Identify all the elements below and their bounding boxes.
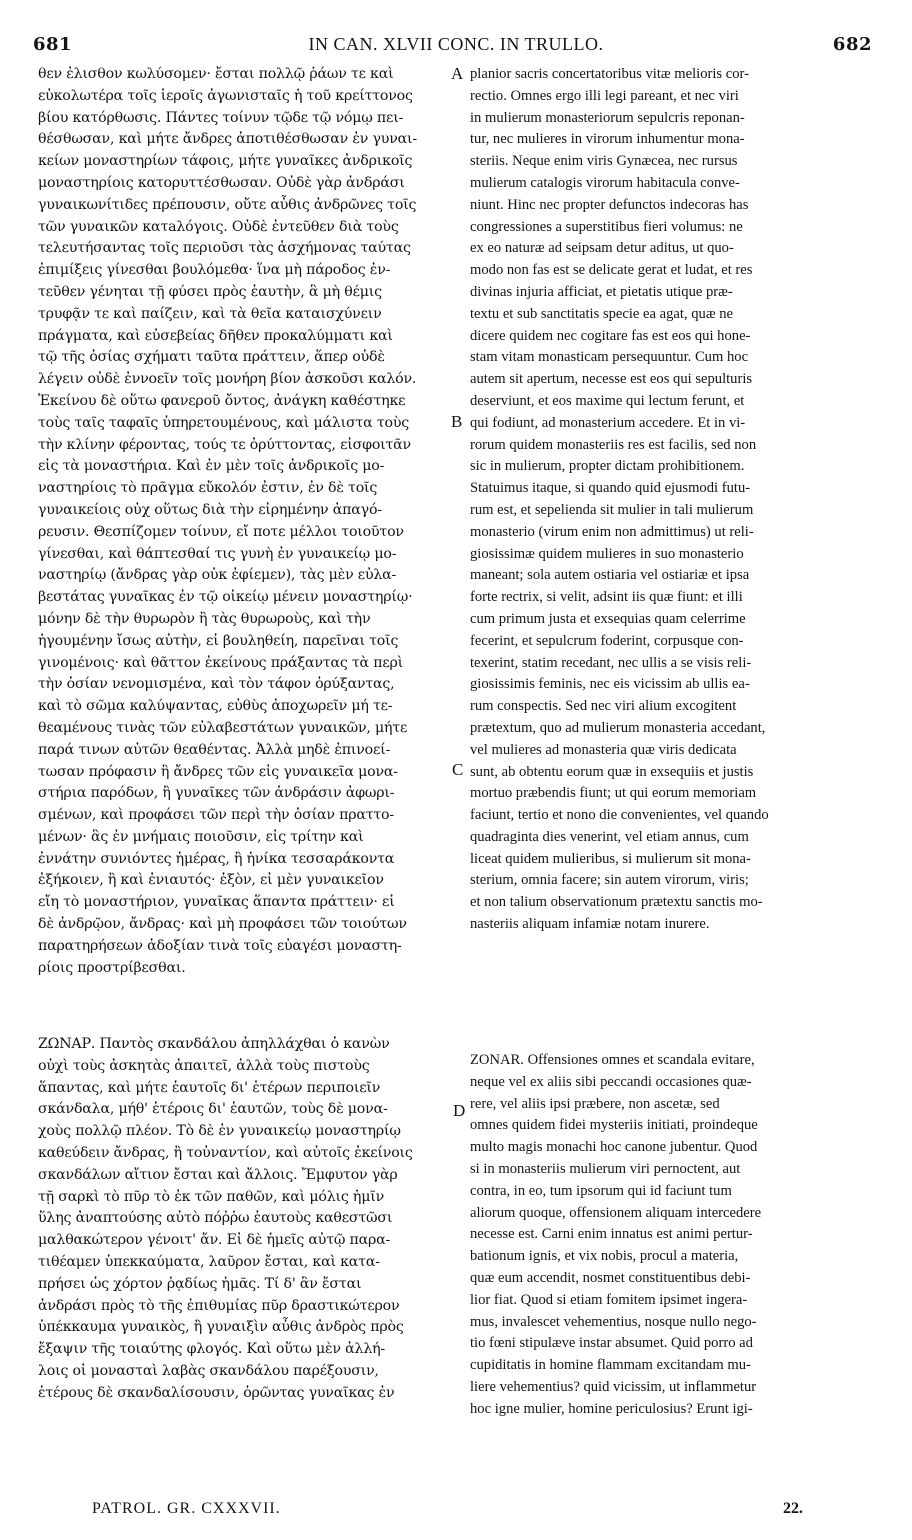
- greek-text-line: εὐκολωτέρα τοῖς ἱεροῖς ἀγωνισταῖς ἡ τοῦ κρείττονος: [38, 87, 413, 104]
- greek-text-line: ναστηρίῳ (ἄνδρας γὰρ οὐκ ἐφίεμεν), τὰς μὲν εὐλα-: [38, 567, 397, 584]
- latin-text-line: dicere quidem nec cogitare fas est eos qui hone-: [470, 327, 751, 344]
- running-header: [0, 34, 912, 60]
- greek-zonaras-line: ΖΩΝΑΡ. Παντὸς σκανδάλου ἀπηλλάχθαι ὁ κανὼν: [38, 1036, 390, 1052]
- latin-text-line: deserviunt, et eos maxime qui lectum ferunt, et: [470, 392, 745, 409]
- greek-text-line: τελευτήσαντας τοῖς περιοῦσι τὰς ἀσχήμονας ταύτας: [38, 240, 411, 257]
- greek-text-line: ἐξήκοιεν, ἢ καὶ ἐνιαυτός· ἐξὸν, εἰ μὲν γυναικεῖον: [38, 872, 384, 889]
- latin-text-line: in mulierum monasteriorum sepulcris reponan-: [470, 109, 745, 126]
- latin-zonaras-line: quæ eum accendit, nosmet constituentibus debi-: [470, 1269, 751, 1286]
- greek-zonaras-line: ὕλης ἀναπτούσης αὐτὸ πόῤῥω ἑαυτοὺς καθεστῶσι: [38, 1210, 393, 1227]
- greek-text-line: θεν ἐλισθον κωλύσομεν· ἔσται πολλῷ ῥάων τε καὶ: [38, 66, 394, 82]
- greek-text-line: κείων μοναστηρίων τάφοις, μήτε γυναῖκες ἀνδρικοῖς: [38, 153, 413, 170]
- greek-text-line: ναστηρίοις τὸ πρᾶγμα εὔκολόν ἐστιν, ἐν δὲ τοῖς: [38, 480, 378, 497]
- latin-text-line: mortuo præbendis fiunt; ut qui eorum memoriam: [470, 785, 757, 802]
- latin-text-line: quadraginta dies venerint, vel etiam annus, cum: [470, 828, 749, 845]
- greek-text-line: πράγματα, καὶ εὐσεβείας δῆθεν προκαλύμματι καὶ: [38, 327, 393, 344]
- latin-text-line: maneant; sola autem ostiaria vel ostiariæ et ipsa: [470, 567, 750, 584]
- greek-text-line: στήρια παρόδων, ἢ γυναῖκες τῶν ἀνδράσιν ἀφωρι-: [38, 785, 395, 802]
- latin-text-line: giosissimæ quidem mulieres in suo monasterio: [470, 545, 744, 562]
- greek-text-line: γυναικωνίτιδες πρέπουσιν, οὔτε αὖθις ἀνδρῶνες τοῖς: [38, 196, 417, 213]
- latin-zonaras-line: omnes quidem fidei mysteriis initiati, proindeque: [470, 1117, 758, 1134]
- latin-zonaras-line: lior fiat. Quod si etiam fomitem ipsimet ingera-: [470, 1291, 748, 1308]
- latin-text-line: divinas injuria afficiat, et pietatis utique præ-: [470, 283, 733, 300]
- latin-text-line: nasteriis aliquam infamiæ notam inurere.: [470, 916, 710, 933]
- latin-zonaras-line: cupiditatis in homine flammam excitandam mu-: [470, 1357, 751, 1374]
- greek-text-line: παρά τινων αὐτῶν θεαθέντας. Ἀλλὰ μηδὲ ἐπινοεί-: [38, 741, 391, 758]
- footer-volume-signature: PATROL. GR. CXXXVII.: [92, 1500, 281, 1517]
- latin-zonaras-line: rere, vel aliis ipsi præbere, non ascetæ, sed: [470, 1095, 720, 1112]
- latin-text-line: rorum quidem monasteriis res est facilis, sed non: [470, 436, 757, 453]
- latin-text-line: vel mulieres ad monasteria quæ viris dedicata: [470, 741, 737, 758]
- greek-zonaras-line: ὑπέκκαυμα γυναικὸς, ἢ γυναιξὶν αὖθις ἀνδρὸς πρὸς: [38, 1319, 404, 1336]
- greek-zonaras-line: σκάνδαλα, μήθ' ἑτέροις δι' ἑαυτῶν, τοὺς δὲ μονα-: [38, 1101, 388, 1118]
- latin-text-line: fecerint, et sepulcrum foderint, corpusque con-: [470, 632, 744, 649]
- greek-text-line: βίου κατόρθωσις. Πάντες τοίνυν τῷδε τῷ νόμῳ πει-: [38, 109, 404, 126]
- greek-text-line: Ἐκείνου δὲ οὕτω φανεροῦ ὄντος, ἀνάγκη καθέστηκε: [38, 392, 406, 409]
- latin-text-line: giosissimis feminis, nec eis vicissim ab ullis ea-: [470, 676, 750, 693]
- latin-text-line: qui fodiunt, ad monasterium accedere. Et in vi-: [470, 414, 746, 431]
- latin-text-line: cum primum justa et exsequias quam celerrime: [470, 610, 746, 627]
- greek-zonaras-commentary: [38, 1034, 458, 1405]
- latin-text-line: mulierum catalogis virorum habitacula conve-: [470, 174, 740, 191]
- latin-text-line: Statuimus itaque, si quando quid ejusmodi futu-: [470, 480, 751, 497]
- greek-zonaras-line: καθεύδειν ἄνδρας, ἢ τοὐναντίον, καὶ αὐτοῖς ἐκείνοις: [38, 1144, 413, 1161]
- greek-zonaras-line: ἔξαψιν τῆς τοιαύτης φλογός. Καὶ οὕτω μὲν ἀλλή-: [38, 1341, 386, 1358]
- greek-text-line: γινομένοις· καὶ θᾶττον ἐκείνους πράξαντας τὰ περὶ: [38, 654, 403, 671]
- greek-text-line: βεστάτας γυναῖκας ἐν τῷ οἰκείῳ μένειν μοναστηρίῳ·: [38, 589, 413, 606]
- latin-text-line: liceat quidem mulieribus, si mulierum sit mona-: [470, 850, 751, 867]
- greek-text-line: μένων· ἃς ἐν μνήμαις ποιοῦσιν, εἰς τρίτην καὶ: [38, 828, 364, 845]
- greek-text-line: σμένων, καὶ προφάσει τῶν περὶ τὴν ὁσίαν πραττο-: [38, 807, 394, 824]
- latin-zonaras-line: necesse est. Carni enim innatus est animi pertur-: [470, 1226, 753, 1243]
- latin-zonaras-line: ZONAR. Offensiones omnes et scandala evitare,: [470, 1052, 755, 1068]
- greek-text-line: τὴν ὁσίαν νενομισμένα, καὶ τὸν τάφον ὀρύξαντας,: [38, 676, 395, 693]
- greek-text-line: παρατηρήσεων ἀδοξίαν τινὰ τοῖς εὐαγέσι μοναστη-: [38, 937, 402, 954]
- latin-text-line: forte rectrix, si velit, adsint iis quæ fiunt: et illi: [470, 589, 743, 606]
- greek-text-line: τῷ τῆς ὁσίας σχήματι ταῦτα πράττειν, ἅπερ οὐδὲ: [38, 349, 385, 366]
- greek-text-line: τῶν γυναικῶν κατaλόγοις. Οὐδὲ ἐντεῦθεν διὰ τοὺς: [38, 218, 399, 235]
- greek-text-line: μόνην δὲ τὴν θυρωρὸν ἢ τὰς θυρωροὺς, καὶ τὴν: [38, 610, 371, 627]
- latin-text-line: steriis. Neque enim viris Gynæcea, nec rursus: [470, 153, 738, 170]
- greek-zonaras-line: οὐχὶ τοὺς ἀσκητὰς ἀπαιτεῖ, ἀλλὰ τοὺς πιστοὺς: [38, 1057, 370, 1074]
- greek-zonaras-line: πρήσει ὡς χόρτον ῥᾳδίως ἡμᾶς. Τί δ' ἂν ἔσται: [38, 1275, 362, 1292]
- latin-text-line: faciunt, tertio et nono die convenientes, vel quando: [470, 807, 769, 824]
- section-marker-b: B: [451, 412, 463, 431]
- latin-zonaras-line: tio fœni stipulæve instar absumet. Quid porro ad: [470, 1335, 753, 1352]
- greek-text-line: τοὺς ταῖς ταφαῖς ὑπηρετουμένους, καὶ μάλιστα τοὺς: [38, 414, 410, 431]
- latin-text-line: autem sit apertum, necesse est eos qui sepulturis: [470, 371, 753, 388]
- latin-text-line: tur, nec mulieres in virorum inhumentur mona-: [470, 131, 745, 148]
- latin-zonaras-line: mus, invalescet vehementius, nosque nullo nego-: [470, 1313, 757, 1330]
- greek-text-line: γυναικείοις οὐχ οὕτως διὰ τὴν εἰρημένην ἀπαγό-: [38, 501, 382, 518]
- latin-text-line: rum conspectis. Sed nec viri alium excogitent: [470, 698, 737, 715]
- greek-zonaras-line: μαλθακώτερον γένοιτ' ἄν. Εἰ δὲ ἡμεῖς αὐτῷ παρα-: [38, 1232, 391, 1249]
- page-number-right: 682: [832, 34, 872, 55]
- latin-zonaras-line: liere vehementius? quid vicissim, ut inflammetur: [470, 1378, 757, 1395]
- latin-text-line: modo non fas est se delicate gerat et ludat, et res: [470, 262, 753, 279]
- latin-text-line: sunt, ab obtentu eorum quæ in exsequiis et justis: [470, 763, 754, 780]
- greek-text-line: εἴη τὸ μοναστήριον, γυναῖκας ἅπαντα πράττειν· εἰ: [38, 894, 395, 911]
- latin-zonaras-line: bationum ignis, et vix nobis, procul a materia,: [470, 1248, 739, 1265]
- latin-zonaras-line: multo magis monachi hoc canone jubentur. Quod: [470, 1139, 758, 1156]
- latin-text-line: monasterio (virum enim non admittimus) ut reli-: [470, 523, 754, 540]
- greek-zonaras-line: τῇ σαρκὶ τὸ πῦρ τὸ ἐκ τῶν παθῶν, καὶ μόλις ἡμῖν: [38, 1188, 385, 1205]
- latin-zonaras-line: aliorum quoque, offensionem aliquam intercedere: [470, 1204, 762, 1221]
- greek-text-line: τεῦθεν γένηται τῇ φύσει πρὸς ἑαυτὴν, ἃ μὴ θέμις: [38, 283, 382, 300]
- greek-zonaras-line: χοὺς πολλῷ πλέον. Τὸ δὲ ἐν γυναικείῳ μοναστηρίῳ: [38, 1123, 401, 1140]
- greek-text-line: ἐννάτην συνιόντες ἡμέρας, ἢ ἡνίκα τεσσαράκοντα: [38, 850, 395, 867]
- greek-zonaras-line: ἅπαντας, καὶ μήτε ἑαυτοῖς δι' ἑτέρων περιποιεῖν: [38, 1079, 381, 1096]
- section-marker-c: C: [452, 760, 464, 779]
- latin-text-line: planior sacris concertatoribus vitæ melioris cor-: [470, 66, 749, 82]
- latin-zonaras-line: neque vel ex aliis sibi peccandi occasiones quæ-: [470, 1073, 752, 1090]
- greek-text-line: μοναστηρίοις κατορυττέσθωσαν. Οὐδὲ γὰρ ἀνδράσι: [38, 174, 405, 191]
- greek-text-line: τωσαν πρόφασιν ἢ ἄνδρες τῶν εἰς γυναικεῖα μονα-: [38, 763, 398, 780]
- greek-zonaras-line: τιθέαμεν ὑπεκκαύματα, λαῦρον ἔσται, καὶ κατα-: [38, 1253, 380, 1270]
- greek-zonaras-line: σκανδάλων αἴτιον ἔσται καὶ ἄλλοις. Ἔμφυτον γὰρ: [38, 1166, 398, 1183]
- latin-zonaras-line: contra, in eo, tum ipsorum qui id faciunt tum: [470, 1182, 732, 1199]
- greek-text-line: γίνεσθαι, καὶ θάπτεσθαί τις γυνὴ ἐν γυναικείῳ μο-: [38, 545, 397, 562]
- section-marker-a: A: [451, 64, 464, 83]
- greek-text-line: θεαμένους τινὰς τῶν εὐλαβεστάτων γυναικῶν, μήτε: [38, 719, 408, 736]
- greek-text-line: τρυφᾷν τε καὶ παίζειν, καὶ τὰ θεῖα καταισχύνειν: [38, 305, 382, 322]
- greek-text-line: ρευσιν. Θεσπίζομεν τοίνυν, εἴ ποτε μέλλοι τοιοῦτον: [38, 523, 404, 540]
- section-marker-d: D: [453, 1101, 466, 1120]
- greek-text-line: ρίοις προστρίβεσθαι.: [38, 959, 186, 976]
- greek-text-line: εἰς τὰ μοναστήρια. Καὶ ἐν μὲν τοῖς ἀνδρικοῖς μο-: [38, 458, 385, 475]
- latin-text-line: textu et sub sanctitatis specie ea agat, quæ ne: [470, 305, 734, 322]
- latin-zonaras-commentary: [470, 1050, 880, 1421]
- greek-zonaras-line: ἀνδράσι πρὸς τὸ τῆς ἐπιθυμίας πῦρ δραστικώτερον: [38, 1297, 400, 1314]
- latin-text-line: texerint, statim recedant, nec ullis a se visis reli-: [470, 654, 752, 671]
- greek-zonaras-line: λοις οἱ μονασταὶ λαβὰς σκανδάλου παρέξουσιν,: [38, 1362, 379, 1379]
- greek-text-line: λέγειν οὐδὲ ἐννοεῖν τοῖς μονήρη βίον ἀσκοῦσι καλόν.: [38, 371, 417, 388]
- page-number-left: 681: [33, 34, 73, 55]
- greek-text-line: τὴν κλίνην φέροντας, τούς τε ὀρύττοντας, εἰσφοιτᾶν: [38, 436, 411, 453]
- latin-text-line: stam vitam monasticam persequuntur. Cum hoc: [470, 349, 749, 366]
- greek-text-line: καὶ τὸ σῶμα καλύψαντας, εὐθὺς ἀποχωρεῖν μή τε-: [38, 698, 393, 715]
- running-title: IN CAN. XLVII CONC. IN TRULLO.: [308, 34, 604, 54]
- latin-text-line: rum est, et sepelienda sit mulier in tali mulierum: [470, 501, 754, 518]
- latin-zonaras-line: si in monasteriis mulierum viri pernoctent, aut: [470, 1160, 741, 1177]
- greek-text-line: ἐπιμίξεις γίνεσθαι βουλόμεθα· ἵνα μὴ πάροδος ἐν-: [38, 262, 391, 279]
- greek-canon-column: [38, 64, 458, 979]
- latin-zonaras-line: hoc igne mulier, homine periculosius? Erunt igi-: [470, 1400, 753, 1417]
- latin-text-line: prætextum, quo ad mulierum monasteria accedant,: [470, 719, 766, 736]
- latin-text-line: sic in mulierum, propter dictam prohibitionem.: [470, 458, 745, 475]
- latin-text-line: et non talium observationum prætextu sanctis mo-: [470, 894, 763, 911]
- latin-text-line: congressiones a superstitibus fieri volumus: ne: [470, 218, 743, 235]
- latin-canon-column: [470, 64, 880, 936]
- latin-text-line: sterium, omnia facere; sin autem virorum, viris;: [470, 872, 749, 889]
- latin-text-line: ex eo naturæ ad seipsam detur aditus, ut quo-: [470, 240, 734, 257]
- greek-text-line: δὲ ἀνδρῷον, ἄνδρας· καὶ μὴ προφάσει τῶν τοιούτων: [38, 916, 407, 933]
- latin-text-line: niunt. Hinc nec propter defunctos indecoras has: [470, 196, 749, 213]
- latin-text-line: rectio. Omnes ergo illi legi pareant, et nec viri: [470, 87, 739, 104]
- greek-text-line: ἡγουμένην ἴσως αὐτὴν, εἰ βουληθείη, παρεῖναι τοῖς: [38, 632, 399, 649]
- footer-sheet-number: 22.: [783, 1500, 803, 1517]
- greek-text-line: θέσθωσαν, καὶ μήτε ἄνδρες ἀποτιθέσθωσαν ἐν γυναι-: [38, 131, 417, 148]
- greek-zonaras-line: ἑτέρους δὲ σκανδαλίσουσιν, ὁρῶντας γυναῖκας ἐν: [38, 1384, 395, 1401]
